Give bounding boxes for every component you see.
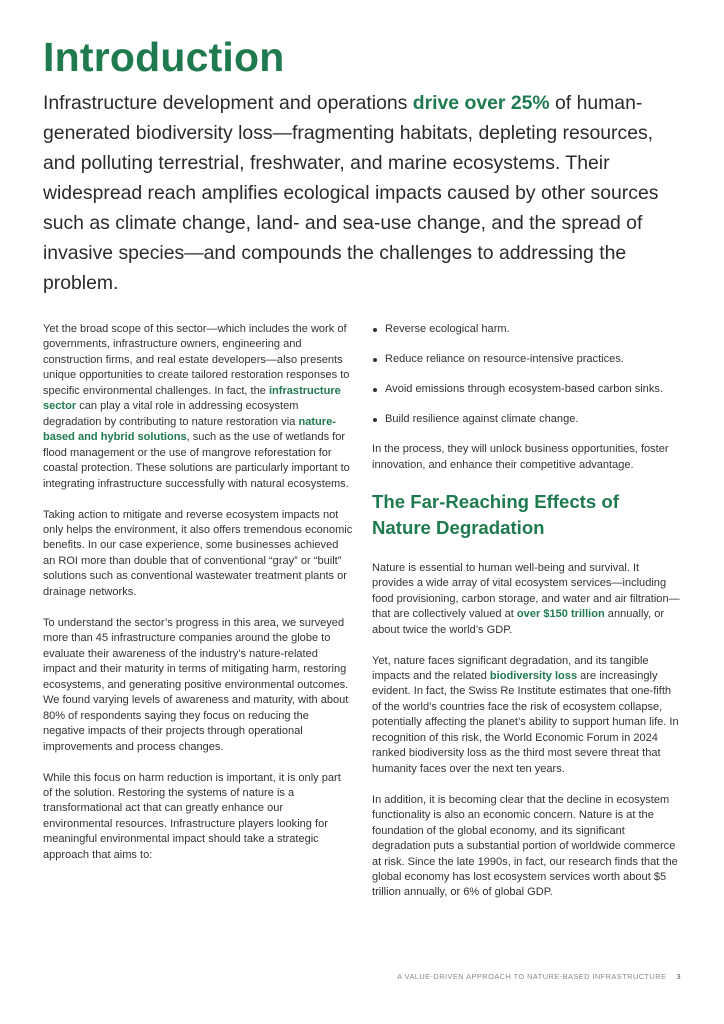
bullet-item: Reduce reliance on resource-intensive practices. [372, 352, 682, 367]
infrastructure-sector-link[interactable]: infrastructure sector [43, 384, 341, 413]
body-paragraph: In addition, it is becoming clear that the decline in ecosystem functionality is also an economic concern. Nature is at the foundation of the global economy, and its significant degradation puts a substantial portion of worldwide commerce at risk. Since the late 1990s, in fact, our research finds that the global economy has lost ecosystem services worth about $5 trillion annually, or 6% of global GDP. [372, 793, 678, 899]
body-paragraph: While this focus on harm reduction is important, it is only part of the solution. Restoring the systems of nature is a transformational act that can greatly enhance our environmental resources. Infrastructure players looking for meaningful environmental impact should take a strategic approach that aims to: [43, 771, 341, 861]
body-text: Yet, nature faces significant degradation, and its tangible impacts and the related [372, 654, 649, 682]
body-text: can play a vital role in addressing ecosystem degradation by contributing to nature restoration via [43, 400, 299, 428]
running-title: A VALUE-DRIVEN APPROACH TO NATURE-BASED INFRASTRUCTURE [397, 972, 667, 981]
body-paragraph [43, 322, 353, 492]
body-paragraph: In the process, they will unlock business opportunities, foster innovation, and enhance their competitive advantage. [372, 443, 669, 471]
lead-paragraph [43, 88, 683, 298]
body-paragraph: Taking action to mitigate and reverse ecosystem impacts not only helps the environment, it also offers tremendous economic benefits. In our case experience, some businesses achieved an ROI more than double that of conventional “gray” or “built” solutions such as conventional wastewater treatment plants or drainage networks. [43, 508, 353, 598]
page-title: Introduction [43, 34, 285, 80]
body-text: , such as the use of wetlands for flood management or the use of mangrove reforestation for coastal protection. These solutions are particularly important to integrating infrastructure successfully with natural ecosystems. [43, 431, 350, 490]
lead-text: of human-generated biodiversity loss—fragmenting habitats, depleting resources, and polluting terrestrial, freshwater, and marine ecosystems. Their widespread reach amplifies ecological impacts caused by other sources such as climate change, land- and sea-use change, and the spread of invasive species—and compounds the challenges to addressing the problem. [43, 92, 659, 294]
ecosystem-value-link[interactable]: over $150 trillion [516, 608, 605, 621]
strategy-bullet-list [372, 322, 682, 428]
nature-based-solutions-link[interactable]: nature-based and hybrid solutions [43, 415, 336, 444]
body-paragraph: To understand the sector’s progress in this area, we surveyed more than 45 infrastructure companies around the globe to evaluate their awareness of the industry’s nature-related impact and their maturity in terms of mitigating harm, restoring ecosystems, and generating positive environmental outcomes. We found varying levels of awareness and maturity, with about 80% of respondents saying they focus on reducing the negative impacts of their projects through operational improvements and process changes. [43, 616, 349, 753]
right-column [372, 322, 682, 917]
lead-text: Infrastructure development and operations [43, 92, 413, 114]
bullet-item: Reverse ecological harm. [372, 322, 682, 337]
page-number: 3 [676, 972, 681, 981]
body-text: are increasingly evident. In fact, the Swiss Re Institute estimates that one-fifth of the world’s countries face the risk of ecosystem collapse, potentially affecting the planet’s ability to support human life. In recognition of this risk, the World Economic Forum in 2024 ranked biodiversity loss as the third most severe threat that humanity faces over the next ten years. [372, 670, 679, 775]
body-text: Yet the broad scope of this sector—which includes the work of governments, infrastructure owners, engineering and construction firms, and real estate developers—also presents unique opportunities to create tailored restoration responses to specific environmental challenges. In fact, the [43, 323, 350, 397]
section-heading: The Far-Reaching Effects of Nature Degradation [372, 490, 619, 538]
body-paragraph [372, 654, 682, 778]
bullet-item: Avoid emissions through ecosystem-based carbon sinks. [372, 382, 682, 397]
bullet-item: Build resilience against climate change. [372, 412, 682, 427]
body-text: annually, or about twice the world’s GDP. [372, 608, 665, 636]
body-paragraph [372, 561, 682, 638]
lead-highlight: drive over 25% [412, 92, 550, 114]
page-footer [0, 972, 724, 981]
left-column [43, 322, 353, 879]
biodiversity-loss-link[interactable]: biodiversity loss [489, 670, 578, 682]
body-text: Nature is essential to human well-being and survival. It provides a wide array of vital ecosystem services—including food provisioning, carbon storage, and water and air filtration—that are collectively valued at [372, 561, 680, 621]
